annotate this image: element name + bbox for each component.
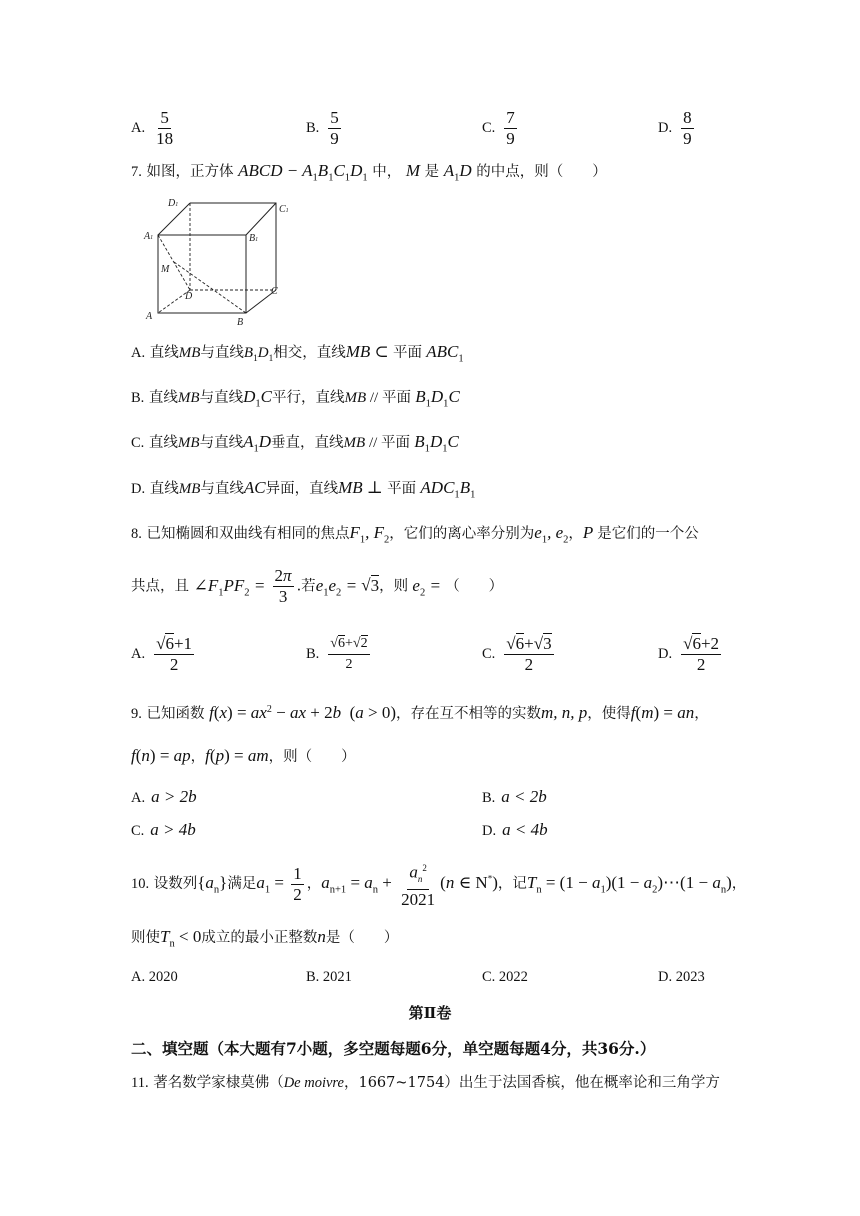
option-expr: a < 4b [502, 820, 548, 839]
q10-text-8: 是（ ） [325, 930, 399, 946]
math-angle: $\angle F_1PF_2$ = [193, 575, 270, 598]
q9-text-4: ， [694, 706, 709, 722]
q9-text-2: ，存在互不相等的实数 [396, 706, 541, 722]
math-mnp: m, n, p [541, 703, 588, 722]
label-d1: D1 [168, 198, 179, 209]
q11-stem [131, 1071, 720, 1092]
label-a1: A1 [144, 231, 154, 242]
q9-text-5: ， [190, 749, 206, 765]
option-label: B. [131, 390, 145, 406]
option-text: 直线 [148, 435, 178, 451]
math-a1d: $A_1D$ [243, 432, 272, 455]
q10-text-4: ，记 [497, 876, 527, 893]
option-label: A. [131, 789, 146, 806]
math-cube: ABCD − $A_1B_1C_1D_1$ [238, 161, 368, 184]
q8-option-d: D. $\frac{√6+2}{2}$ [658, 634, 720, 674]
option-label: C. [482, 120, 496, 136]
math-foci: $F_1$, $F_2$ [349, 523, 390, 546]
q10-option-c [482, 969, 528, 986]
q6-option-c [482, 108, 520, 149]
option-label: C. [482, 646, 496, 662]
q10-text-7: 成立的最小正整数 [201, 930, 318, 946]
option-text: 与直线 [200, 481, 244, 497]
q7-option-c: C. 直线MB与直线$A_1D$垂直，直线MB // 平面 $B_1D_1C$ [131, 432, 459, 455]
option-expr: a < 2b [501, 787, 547, 806]
option-text: 平行，直线 [271, 390, 345, 406]
label-a: A [146, 311, 153, 322]
q9-option-d [482, 820, 548, 840]
q10-text-1: 设数列 [153, 876, 198, 893]
denominator: 9 [330, 129, 339, 148]
question-number: 8. [131, 526, 142, 542]
math-plane: $B_1D_1C$ [410, 432, 459, 455]
label-b: B [237, 317, 244, 328]
label-d: D [185, 291, 193, 302]
option-label: B. [306, 969, 320, 985]
math-mb: MB [345, 342, 371, 361]
option-text: 直线 [148, 390, 178, 406]
q8-text-3: ， [568, 526, 583, 542]
math-b1d1: $B_1D_1$ [243, 345, 274, 364]
q6-option-b [306, 108, 344, 149]
q9-stem-line2: f(n) = ap，f(p) = am，则（ ） [131, 746, 356, 765]
math-plane: $B_1D_1C$ [410, 387, 460, 410]
option-label: A. [131, 646, 146, 662]
label-c: C [271, 286, 278, 297]
math-product: $e_1e_2$ = [315, 575, 362, 598]
q11-name: De moivre [283, 1075, 344, 1091]
option-label: A. [131, 120, 146, 136]
q7-stem [131, 160, 607, 183]
q7-option-d: D. 直线MB与直线AC异面，直线MB ⊥ 平面 $ADC_1B_1$ [131, 478, 476, 501]
numerator: 5 [330, 108, 339, 127]
q8-text-7: ，则 [379, 578, 409, 595]
math-ac: AC [243, 478, 266, 497]
option-label: A. [131, 345, 146, 361]
q8-text-4: 是它们的一个公 [597, 526, 699, 542]
q8-stem-line2: 共点，且 $\angle F_1PF_2$ = $\frac{2\pi}{3}$ .若$e_1e_2 = √3$，则 $e_2$ = （ ） [131, 566, 504, 606]
q7-text-3: 是 [424, 164, 440, 180]
option-expr: a > 2b [151, 787, 197, 806]
option-text: 平面 [381, 435, 411, 451]
math-mb: MB [343, 435, 366, 451]
math-e2: $e_2$ = [408, 575, 446, 598]
option-text: 相交，直线 [273, 345, 346, 361]
q9-text-6: ，则（ ） [268, 749, 356, 765]
option-label: C. [482, 969, 496, 985]
q8-option-c: C. $\frac{√6+√3}{2}$ [482, 634, 552, 674]
math-mb: MB [178, 345, 201, 361]
q11-text-1: 著名数学家棣莫佛（ [153, 1075, 284, 1091]
math-p: P [582, 523, 598, 542]
option-text: 平面 [387, 481, 417, 497]
numerator: 8 [683, 108, 692, 127]
math-mb: MB [344, 390, 367, 406]
q8-option-b: B. $\frac{√6+√2}{2}$ [306, 636, 368, 672]
option-text: 直线 [149, 481, 179, 497]
q9-text-3: ，使得 [587, 706, 631, 722]
label-b1: B1 [249, 233, 259, 244]
q10-text-5: ， [731, 876, 747, 893]
q10-option-a [131, 969, 178, 986]
label-c1: C1 [279, 204, 289, 215]
q10-stem-line1: 10. 设数列$\{a_n\}$满足$a_1$ = $\frac{1}{2}$ ，$a_{n+1} = a_n$ + $\frac{a_n^2}{2021}$ (n ∈ N*)，记$T_n = (1 - a_1)(1$ − $a_2)\cdots(1 - a_n)$， [131, 858, 746, 910]
option-value: 2020 [148, 969, 178, 985]
math-mb: MB [178, 481, 201, 497]
numerator: 5 [160, 108, 169, 127]
option-text: 与直线 [199, 435, 244, 451]
part-two-title: 第Ⅱ卷 [408, 1004, 452, 1022]
option-label: D. [658, 646, 673, 662]
option-label: B. [482, 789, 496, 806]
math-d1c: $D_1C$ [243, 387, 272, 410]
option-label: D. [482, 822, 497, 839]
math-m: M [405, 161, 420, 180]
math-e1e2: $e_1$, $e_2$ [534, 523, 569, 546]
option-label: C. [131, 435, 145, 451]
option-text: 垂直，直线 [271, 435, 344, 451]
q7-text-4: 的中点，则（ ） [476, 164, 607, 180]
section-two-title: 二、填空题（本大题有7小题，多空题每题6分，单空题每题4分，共36分.） [131, 1039, 656, 1058]
q10-option-d [658, 969, 705, 986]
question-number: 10. [131, 876, 150, 893]
option-value: 2021 [322, 969, 352, 985]
option-expr: a > 4b [150, 820, 196, 839]
cube-figure [140, 195, 290, 330]
q7-option-a: A. 直线MB与直线$B_1D_1$相交，直线MB ⊂ 平面 $ABC_1$ [131, 342, 464, 365]
q9-option-b [482, 787, 547, 807]
question-number: 7. [131, 164, 142, 180]
math-mb: MB [177, 435, 200, 451]
q10-text-3: ， [306, 876, 322, 893]
denominator: 18 [156, 129, 174, 148]
q8-option-a: A. $\frac{√6+1}{2}$ [131, 634, 193, 674]
q8-text-5: 共点，且 [131, 578, 189, 595]
option-label: B. [306, 646, 320, 662]
q9-option-c [131, 820, 196, 840]
option-value: 2022 [498, 969, 528, 985]
option-text: 直线 [149, 345, 179, 361]
option-label: D. [658, 120, 673, 136]
q9-option-a [131, 787, 197, 807]
option-text: 异面，直线 [265, 481, 339, 497]
q8-text-8: （ ） [445, 578, 504, 595]
q10-stem-line2: 则使$T_n < 0$成立的最小正整数n是（ ） [131, 927, 399, 950]
denominator: 9 [506, 129, 515, 148]
option-label: B. [306, 120, 320, 136]
math-mb: MB [177, 390, 200, 406]
q7-text-1: 如图，正方体 [146, 164, 234, 180]
option-label: D. [658, 969, 673, 985]
question-number: 11. [131, 1075, 149, 1091]
q6-option-a [131, 108, 178, 149]
q10-text-6: 则使 [131, 930, 160, 946]
math-a1d: $A_1D$ [443, 161, 472, 184]
q11-text-2: ，1667~1754）出生于法国香槟，他在概率论和三角学方 [343, 1075, 720, 1091]
question-number: 9. [131, 706, 142, 722]
option-value: 2023 [675, 969, 705, 985]
option-label: D. [131, 481, 146, 497]
q7-text-2: 中， [372, 164, 402, 180]
math-plane: $ABC_1$ [422, 342, 464, 365]
q8-stem-line1 [131, 522, 699, 545]
q9-stem-line1: 9. 已知函数 $f(x) = ax^2$ − ax + 2b (a > 0)，存在互不相等的实数m, n, p，使得f(m) = an， [131, 703, 709, 722]
option-label: A. [131, 969, 146, 985]
q6-option-d [658, 108, 697, 149]
numerator: 7 [506, 108, 515, 127]
option-text: 平面 [381, 390, 411, 406]
option-label: C. [131, 822, 145, 839]
option-text: 与直线 [200, 345, 244, 361]
option-text: 平面 [393, 345, 423, 361]
option-text: 与直线 [199, 390, 244, 406]
math-mb: MB [338, 478, 363, 497]
q9-text-1: 已知函数 [146, 706, 205, 722]
q10-option-b [306, 969, 352, 986]
q8-text-6: .若 [296, 578, 316, 595]
math-plane: $ADC_1B_1$ [416, 478, 476, 501]
label-m: M [161, 264, 170, 275]
q10-text-2: 满足 [227, 876, 257, 893]
q7-option-b: B. 直线MB与直线$D_1C$平行，直线MB // 平面 $B_1D_1C$ [131, 387, 460, 410]
denominator: 9 [683, 129, 692, 148]
math-function: f [209, 703, 214, 722]
q8-text-2: ，它们的离心率分别为 [389, 526, 535, 542]
q8-text-1: 已知椭圆和双曲线有相同的焦点 [146, 526, 350, 542]
